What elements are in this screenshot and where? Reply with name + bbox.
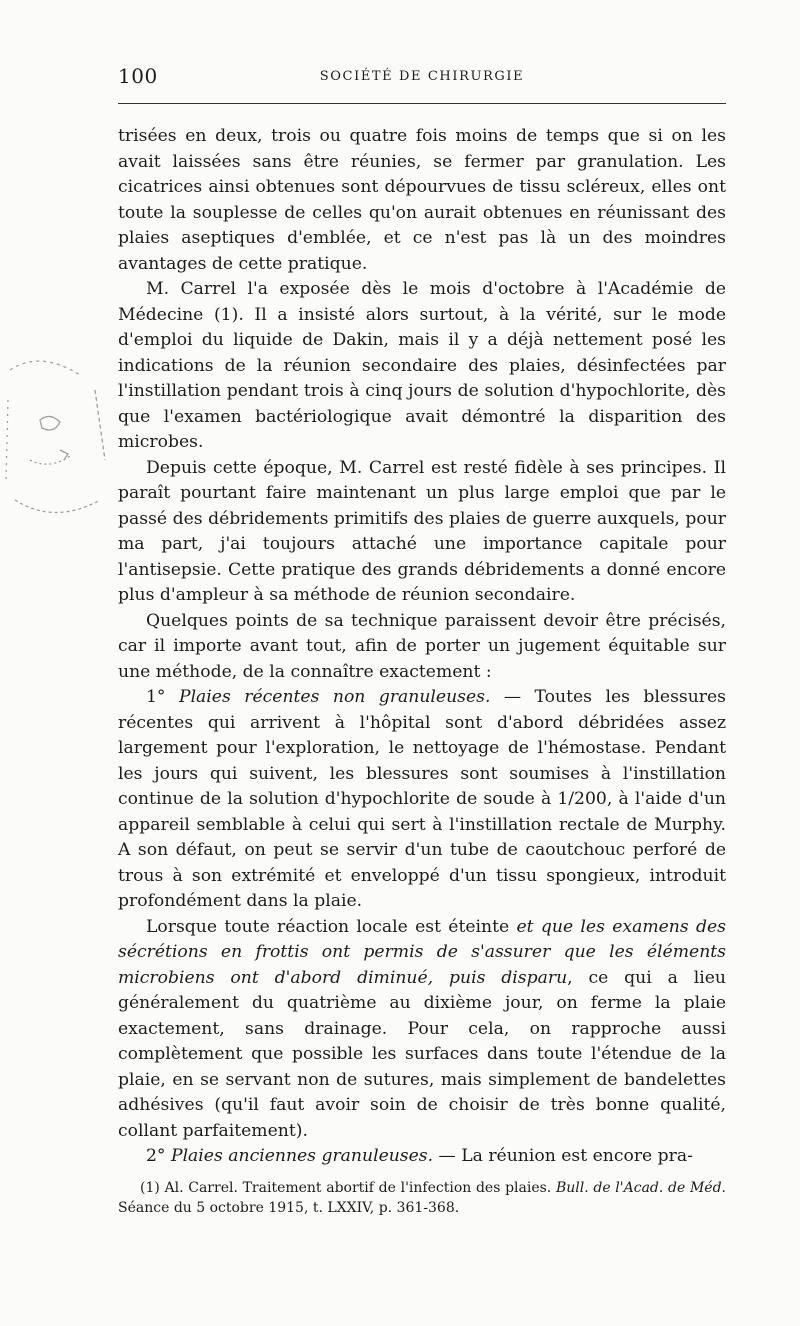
section-paragraph <box>118 1144 726 1170</box>
footnote <box>118 1178 726 1218</box>
footnote-text: Traitement abortif de l'infection des plaies. <box>242 1180 556 1196</box>
library-stamp <box>0 350 118 540</box>
footnotes <box>118 1178 726 1218</box>
section-title: Plaies récentes non granuleuses. <box>179 687 491 707</box>
section-paragraph <box>118 685 726 915</box>
paragraph: trisées en deux, trois ou quatre fois moins de temps que si on les avait laissées sans être réunies, se fermer par granulation. Les cicatrices ainsi obtenues sont dépourvues de tissu scléreux, elles ont toute la souplesse de celles qu'on aurait obtenues en réunissant des plaies aseptiques d'emblée, et ce n'est pas là un des moindres avantages de cette pratique. <box>118 126 726 274</box>
text-run: Lorsque toute réaction locale est éteinte <box>146 916 517 937</box>
paragraph: Depuis cette époque, M. Carrel est resté fidèle à ses principes. Il paraît pourtant faire maintenant un plus large emploi que par le passé des débridements primitifs des plaies de guerre auxquels, pour ma part, j'ai toujours attaché une importance capitale pour l'antisepsie. Cette pratique des grands débridements a donné encore plus d'ampleur à sa méthode de réunion secondaire. <box>118 457 726 605</box>
header-rule <box>118 103 726 104</box>
body-text <box>118 124 726 1170</box>
text-run: , ce qui a lieu généralement du quatrième au dixième jour, on ferme la plaie exactement, sans drainage. Pour cela, on rapproche aussi complètement que possible les surfaces dans toute l'étendue de la plaie, en se servant non de sutures, mais simplement de bandelettes adhésives (qu'il faut avoir soin de choisir de très bonne qualité, collant parfaitement). <box>118 967 727 1141</box>
section-text: — Toutes les blessures récentes qui arrivent à l'hôpital sont d'abord débridées assez largement pour l'exploration, le nettoyage de l'hémostase. Pendant les jours qui suivent, les blessures sont soumises à l'instillation continue de la solution d'hypochlorite de soude à 1/200, à l'aide d'un appareil semblable à celui qui sert à l'instillation rectale de Murphy. A son défaut, on peut se servir d'un tube de caoutchouc perforé de trous à son extrémité et enveloppé d'un tissu spongieux, introduit profondément dans la plaie. <box>118 687 726 911</box>
section-title: Plaies anciennes granuleuses. <box>171 1146 434 1166</box>
running-head: SOCIÉTÉ DE CHIRURGIE <box>319 69 525 84</box>
page-number: 100 <box>118 64 158 88</box>
section-number: 2° <box>146 1146 171 1166</box>
paragraph <box>118 915 726 1145</box>
section-text: — La réunion est encore pra- <box>433 1146 693 1166</box>
footnote-journal: Bull. de l'Acad. de Méd. <box>555 1180 726 1196</box>
paragraph: M. Carrel l'a exposée dès le mois d'octobre à l'Académie de Médecine (1). Il a insisté alors surtout, à la vérité, sur le mode d'emploi du liquide de Dakin, mais il y a déjà nettement posé les indications de la réunion secondaire des plaies, désinfectées par l'instillation pendant trois à cinq jours de solution d'hypochlorite, dès que l'examen bactériologique avait démontré la disparition des microbes. <box>118 279 726 452</box>
footnote-tail: Séance du 5 octobre 1915, t. LXXIV, p. 361-368. <box>118 1200 460 1216</box>
page-header <box>118 62 726 92</box>
footnote-marker: (1) Al. Carrel. <box>140 1180 243 1196</box>
section-number: 1° <box>146 687 179 707</box>
italic-run: et que les examens des sécrétions en frottis ont permis de s'assurer que les éléments microbiens ont d'abord diminué, puis disparu <box>118 916 726 988</box>
paragraph: Quelques points de sa technique paraissent devoir être précisés, car il importe avant tout, afin de porter un jugement équitable sur une méthode, de la connaître exactement : <box>118 610 726 682</box>
